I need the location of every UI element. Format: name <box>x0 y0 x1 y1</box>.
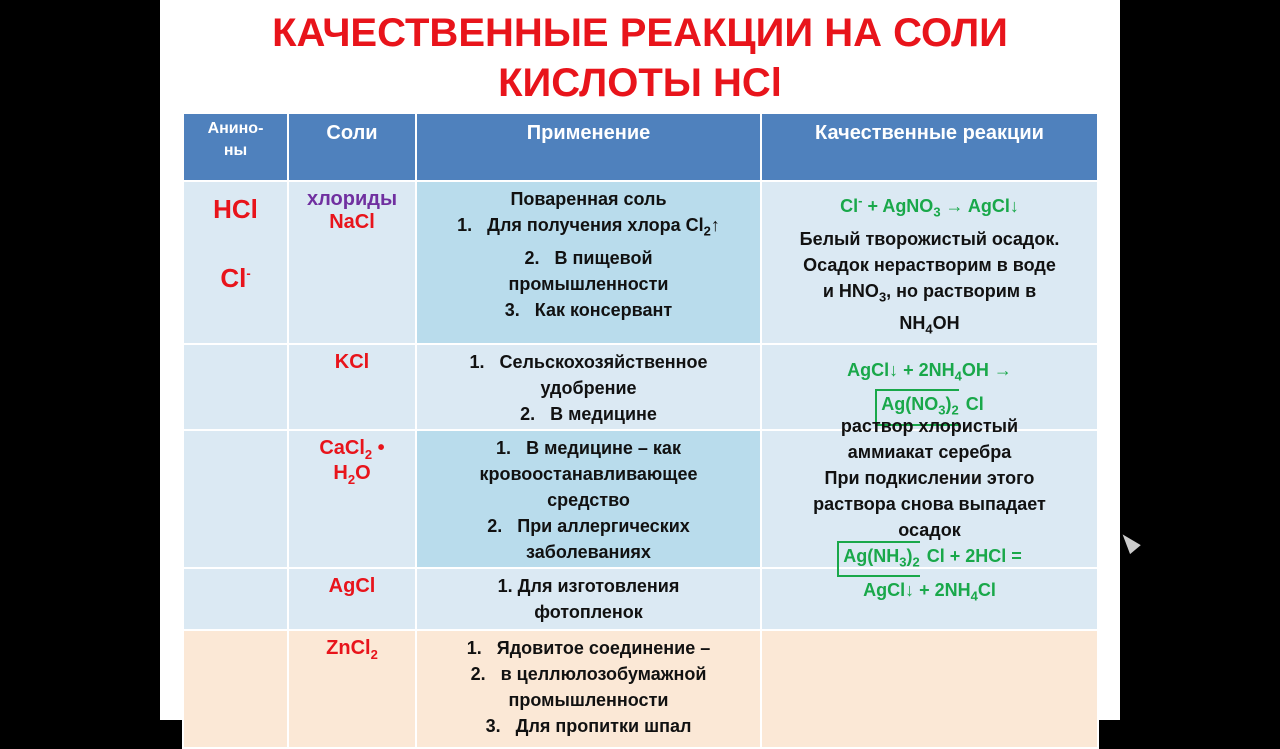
header-reactions: Качественные реакции <box>761 113 1098 181</box>
reaction-cell-empty <box>761 630 1098 748</box>
anion-ion: Cl- <box>220 263 251 293</box>
reaction-equation: $Ag(NH_3)_2$ Cl + 2HCl = <box>762 541 1097 578</box>
reaction-equation: $Ag(NO_3)_2$ Cl <box>762 389 1097 426</box>
application-cell: Поваренная соль 1. Для получения хлора $Cl_2↑$ 2. В пищевой промышленности 3. Как консервант <box>416 181 761 344</box>
title-line-1: КАЧЕСТВЕННЫЕ РЕАКЦИИ НА СОЛИ <box>272 11 1008 55</box>
anion-cell-empty <box>183 344 288 430</box>
table-row <box>183 181 1098 344</box>
application-cell: 1. В медицине – как кровоостанавливающее средство 2. При аллергических заболеваниях <box>416 430 761 568</box>
salt-cell: CaCl$_2$ • $H_2O$ <box>288 430 416 568</box>
slide <box>160 0 1120 736</box>
anion-cell-empty <box>183 568 288 630</box>
table-header-row <box>183 113 1098 181</box>
reaction-equation: AgCl↓ + $2NH_4OH$ → <box>847 359 1012 384</box>
title-line-2: КИСЛОТЫ HCl <box>498 61 782 105</box>
reactions-table <box>182 112 1099 749</box>
application-cell: 1. Для изготовления фотопленок <box>416 568 761 630</box>
reaction-cell <box>761 545 1098 630</box>
reaction-cell: раствор хлористый аммиакат серебра При подкислении этого раствора снова выпадает осадок <box>761 430 1098 568</box>
table-row <box>183 630 1098 748</box>
salt-group: хлориды <box>306 188 398 210</box>
header-application: Применение <box>416 113 761 181</box>
header-salts: Соли <box>288 113 416 181</box>
salt-name: ZnCl$_2$ <box>326 636 378 662</box>
salt-cell <box>288 568 416 630</box>
salt-name: NaCl <box>329 211 375 233</box>
reaction-cell: Cl- + AgNO$_3$ → AgCl↓ Белый творожистый осадок. Осадок нерастворим в воде и $HNO_3$, но растворим в $NH_4OH$ <box>761 181 1098 344</box>
table-row <box>183 568 1098 630</box>
salt-cell <box>288 630 416 748</box>
anion-cell <box>183 181 288 344</box>
application-cell: 1. Сельскохозяйственное удобрение 2. В медицине <box>416 344 761 430</box>
application-cell: 1. Ядовитое соединение – 2. в целлюлозобумажной промышленности 3. Для пропитки шпал <box>416 630 761 748</box>
anion-acid: HCl <box>213 194 258 224</box>
slide-title <box>160 8 1120 108</box>
pointer-cursor-icon <box>1117 530 1141 554</box>
salt-cell <box>288 344 416 430</box>
anion-cell-empty <box>183 630 288 748</box>
header-anions: Анино- ны <box>183 113 288 181</box>
anion-cell-empty <box>183 430 288 568</box>
reaction-equation: AgCl↓ + $2NH_4Cl$ <box>863 580 996 604</box>
salt-name: AgCl <box>328 574 376 597</box>
reaction-equation: Cl- + AgNO$_3$ → AgCl↓ <box>840 193 1019 220</box>
salt-name: KCl <box>334 350 370 373</box>
salt-name: CaCl$_2$ • <box>319 436 385 462</box>
salt-cell <box>288 181 416 344</box>
